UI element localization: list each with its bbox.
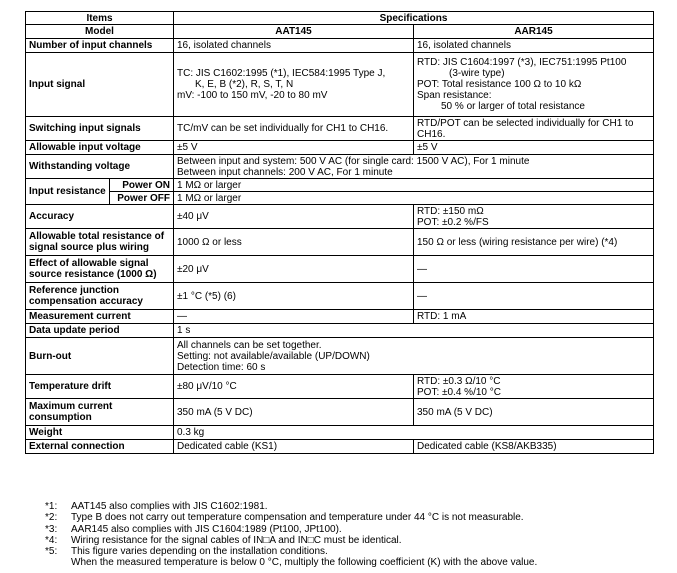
row-label: Allowable total resistance of signal source plus wiring	[26, 229, 174, 256]
aar-value: RTD: ±0.3 Ω/10 °C POT: ±0.4 %/10 °C	[414, 375, 654, 399]
aar-value: ±5 V	[414, 141, 654, 155]
aar-value: 350 mA (5 V DC)	[414, 399, 654, 426]
table-row	[26, 440, 654, 454]
table-row	[26, 375, 654, 399]
row-label: Input signal	[26, 53, 174, 117]
aat-value: 350 mA (5 V DC)	[174, 399, 414, 426]
table-row	[26, 283, 654, 310]
aat-value: TC: JIS C1602:1995 (*1), IEC584:1995 Type J, K, E, B (*2), R, S, T, N mV: -100 to 150 mV, -20 to 80 mV	[174, 53, 414, 117]
row-label: Temperature drift	[26, 375, 174, 399]
table-row	[26, 25, 654, 39]
row-label: Accuracy	[26, 205, 174, 229]
aar-value: 150 Ω or less (wiring resistance per wire) (*4)	[414, 229, 654, 256]
aar-value: Dedicated cable (KS8/AKB335)	[414, 440, 654, 454]
aat-value: TC/mV can be set individually for CH1 to CH16.	[174, 117, 414, 141]
row-label: Input resistance	[26, 179, 110, 205]
table-row	[26, 338, 654, 375]
table-row	[26, 141, 654, 155]
footnote: *5: This figure varies depending on the installation conditions.	[45, 546, 328, 558]
table-row	[26, 426, 654, 440]
row-label: Measurement current	[26, 310, 174, 324]
aat-value: 16, isolated channels	[174, 39, 414, 53]
table-row	[26, 324, 654, 338]
row-label: Switching input signals	[26, 117, 174, 141]
footnote: *1: AAT145 also complies with JIS C1602:1981.	[45, 501, 268, 512]
specifications-header: Specifications	[174, 12, 654, 25]
table-row	[26, 179, 654, 192]
items-header: Items	[26, 12, 174, 25]
footnote: *3: AAR145 also complies with JIS C1604:1989 (Pt100, JPt100).	[45, 523, 342, 535]
shared-value: 1 s	[174, 324, 654, 338]
aar-value: RTD: ±150 mΩ POT: ±0.2 %/FS	[414, 205, 654, 229]
aar-value: RTD: 1 mA	[414, 310, 654, 324]
table-row	[26, 192, 654, 205]
aat-value: Dedicated cable (KS1)	[174, 440, 414, 454]
shared-value: 0.3 kg	[174, 426, 654, 440]
power-off-label: Power OFF	[110, 192, 174, 205]
aat-value: ±5 V	[174, 141, 414, 155]
spec-table	[25, 11, 654, 454]
aar-value: —	[414, 256, 654, 283]
shared-value: All channels can be set together. Setting: not available/available (UP/DOWN) Detection time: 60 s	[174, 338, 654, 375]
row-label: Reference junction compensation accuracy	[26, 283, 174, 310]
table-row	[26, 117, 654, 141]
table-row	[26, 229, 654, 256]
table-row	[26, 399, 654, 426]
table-row	[26, 39, 654, 53]
row-label: External connection	[26, 440, 174, 454]
table-row	[26, 12, 654, 25]
row-label: Maximum current consumption	[26, 399, 174, 426]
aat-value: ±20 μV	[174, 256, 414, 283]
row-label: Effect of allowable signal source resistance (1000 Ω)	[26, 256, 174, 283]
aat-value: 1000 Ω or less	[174, 229, 414, 256]
row-label: Number of input channels	[26, 39, 174, 53]
aat-value: —	[174, 310, 414, 324]
aar-value: RTD: JIS C1604:1997 (*3), IEC751:1995 Pt100 (3-wire type) POT: Total resistance 100 Ω to 10 kΩ Span resistance: 50 % or larger of total resistance	[414, 53, 654, 117]
aat-value: ±80 μV/10 °C	[174, 375, 414, 399]
aar-value: —	[414, 283, 654, 310]
footnote: *4: Wiring resistance for the signal cables of IN□A and IN□C must be identical.	[45, 534, 402, 546]
footnotes	[45, 501, 537, 569]
power-off-value: 1 MΩ or larger	[174, 192, 654, 205]
row-label: Allowable input voltage	[26, 141, 174, 155]
aat-value: ±1 °C (*5) (6)	[174, 283, 414, 310]
power-on-label: Power ON	[110, 179, 174, 192]
shared-value: Between input and system: 500 V AC (for single card: 1500 V AC), For 1 minute Between input channels: 200 V AC, For 1 minute	[174, 155, 654, 179]
aar-header: AAR145	[414, 25, 654, 39]
footnote: When the measured temperature is below 0 °C, multiply the following coefficient (K) with the above value.	[71, 557, 538, 569]
footnote: *2: Type B does not carry out temperature compensation and temperature under 44 °C is not measurable.	[45, 512, 524, 524]
aar-value: 16, isolated channels	[414, 39, 654, 53]
row-label: Burn-out	[26, 338, 174, 375]
table-row	[26, 155, 654, 179]
table-row	[26, 310, 654, 324]
table-row	[26, 53, 654, 117]
power-on-value: 1 MΩ or larger	[174, 179, 654, 192]
table-row	[26, 205, 654, 229]
aar-value: RTD/POT can be selected individually for CH1 to CH16.	[414, 117, 654, 141]
aat-header: AAT145	[174, 25, 414, 39]
row-label: Data update period	[26, 324, 174, 338]
row-label: Withstanding voltage	[26, 155, 174, 179]
aat-value: ±40 μV	[174, 205, 414, 229]
row-label: Weight	[26, 426, 174, 440]
model-header: Model	[26, 25, 174, 39]
table-row	[26, 256, 654, 283]
